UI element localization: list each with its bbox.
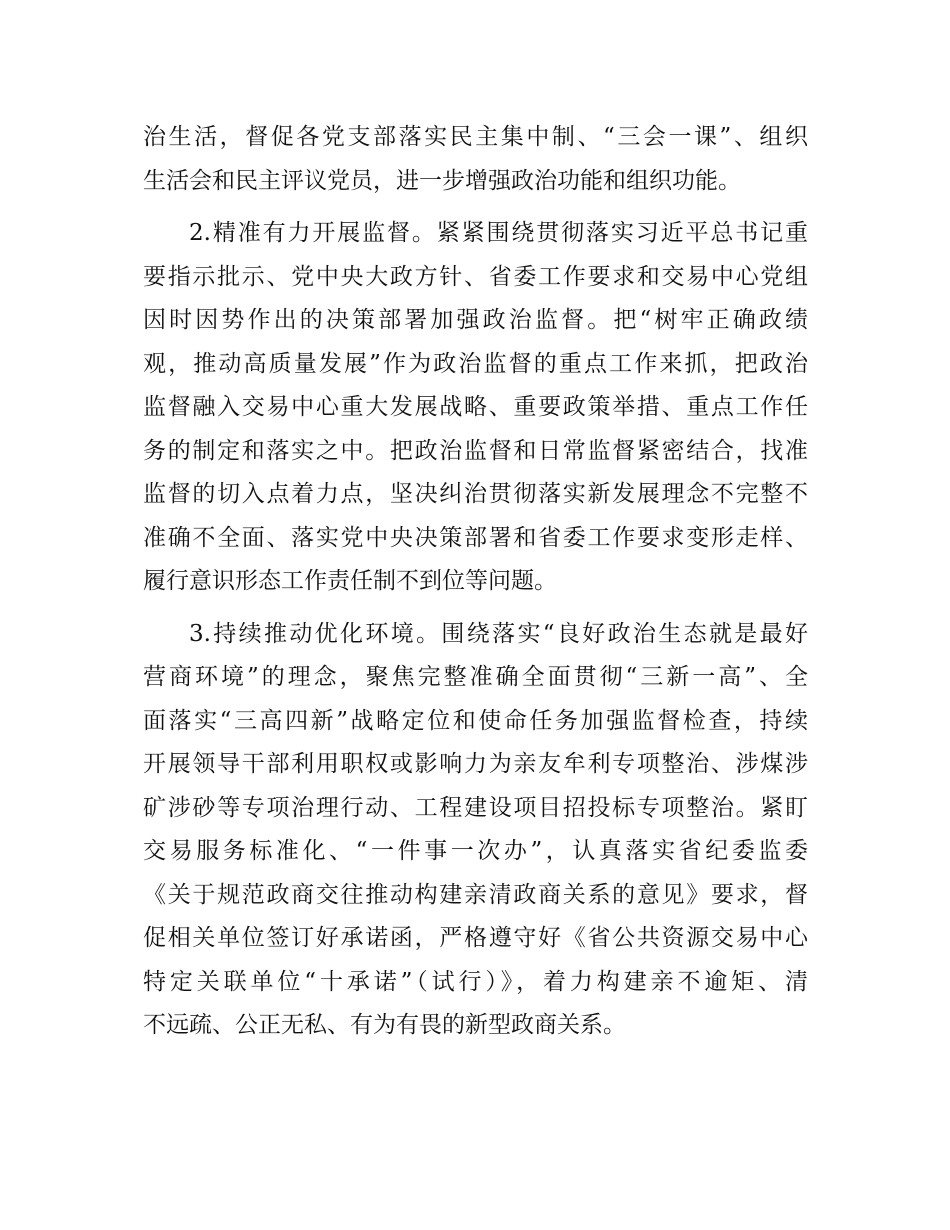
text-line: 观，推动高质量发展”作为政治监督的重点工作来抓，把政治 (143, 350, 808, 377)
text-line: 生活会和民主评议党员，进一步增强政治功能和组织功能。 (143, 167, 741, 194)
text-line: 要指示批示、党中央大政方针、省委工作要求和交易中心党组 (143, 263, 808, 290)
text-line: 不远疏、公正无私、有为有畏的新型政商关系。 (143, 1012, 626, 1038)
text-line: 治生活，督促各党支部落实民主集中制、“三会一课”、组织 (143, 124, 808, 150)
text-line: 矿涉砂等专项治理行动、工程建设项目招投标专项整治。紧盯 (143, 794, 808, 821)
text-line: 促相关单位签订好承诺函，严格遵守好《省公共资源交易中心 (143, 925, 808, 951)
text-line: 交易服务标准化、“一件事一次办”，认真落实省纪委监委 (143, 838, 808, 864)
text-line: 准确不全面、落实党中央决策部署和省委工作要求变形走样、 (143, 524, 808, 551)
text-line: 履行意识形态工作责任制不到位等问题。 (143, 568, 557, 594)
paragraph-3 (143, 613, 808, 1048)
text-line: 面落实“三高四新”战略定位和使命任务加强监督检查，持续 (143, 707, 808, 734)
text-line: 监督融入交易中心重大发展战略、重要政策举措、重点工作任 (143, 394, 808, 420)
text-line: 3.持续推动优化环境。围绕落实“良好政治生态就是最好 (189, 620, 808, 647)
document-body (143, 116, 808, 1048)
text-line: 特定关联单位“十承诺”（试行）》，着力构建亲不逾矩、清 (143, 968, 808, 995)
text-line: 营商环境”的理念，聚焦完整准确全面贯彻“三新一高”、全 (143, 664, 808, 690)
text-line: 务的制定和落实之中。把政治监督和日常监督紧密结合，找准 (143, 437, 808, 464)
text-line: 2.精准有力开展监督。紧紧围绕贯彻落实习近平总书记重 (189, 220, 808, 246)
text-line: 监督的切入点着力点，坚决纠治贯彻落实新发展理念不完整不 (143, 481, 808, 507)
text-line: 开展领导干部利用职权或影响力为亲友牟利专项整治、涉煤涉 (143, 751, 808, 777)
text-line: 《关于规范政商交往推动构建亲清政商关系的意见》要求，督 (143, 881, 808, 908)
text-line: 因时因势作出的决策部署加强政治监督。把“树牢正确政绩 (143, 307, 808, 333)
paragraph-2 (143, 212, 808, 604)
paragraph-1 (143, 116, 808, 203)
